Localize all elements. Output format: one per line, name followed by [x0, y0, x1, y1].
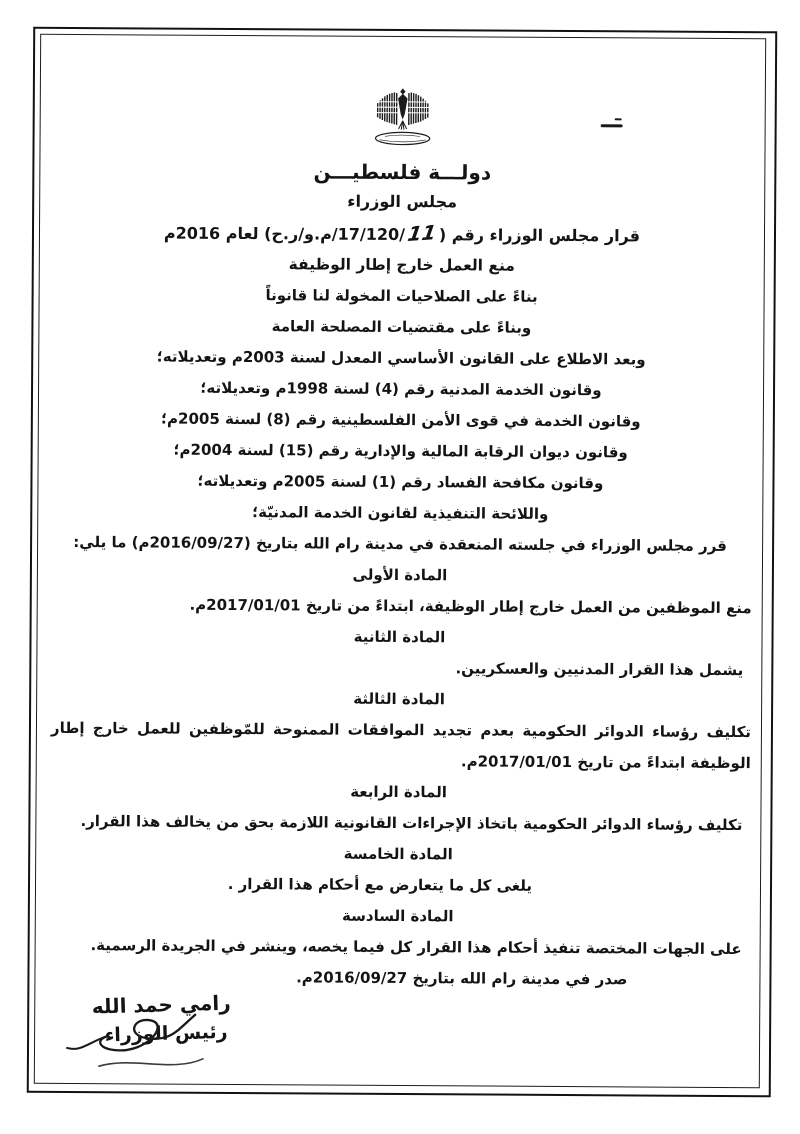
- decision-number-line: [50, 217, 754, 252]
- council-name: مجلس الوزراء: [50, 187, 754, 217]
- article-3-body: تكليف رؤساء الدوائر الحكومية بعدم تجديد الموافقات الممنوحة للمّوظفين للعمل خارج إطار الوظيفة ابتداءً من تاريخ 2017/01/01م.: [47, 713, 751, 779]
- palestine-eagle-emblem-icon: [368, 87, 436, 156]
- signature-title: رئيس الوزراء: [83, 1020, 250, 1047]
- preamble-line-2: وبناءً على مقتضيات المصلحة العامة: [49, 310, 753, 345]
- article-2-body: يشمل هذا القرار المدنيين والعسكريين.: [47, 651, 751, 686]
- preamble-line-3: وبعد الاطلاع على القانون الأساسي المعدل لسنة 2003م وتعديلاته؛: [49, 341, 753, 376]
- issuance-line: صدر في مدينة رام الله بتاريخ 2016/09/27م.: [45, 961, 749, 996]
- article-5-body: يلغى كل ما يتعارض مع أحكام هذا القرار .: [46, 868, 750, 903]
- resolution-intro: قرر مجلس الوزراء في جلسته المنعقدة في مدينة رام الله بتاريخ (2016/09/27م) ما يلي:: [48, 527, 752, 562]
- signature-name: رامي حمد الله: [59, 990, 264, 1020]
- article-4-heading: المادة الرابعة: [46, 775, 750, 810]
- decision-number-suffix: /17/120/م.و/ر.ح) لعام 2016م: [164, 224, 405, 244]
- decision-subject: منع العمل خارج إطار الوظيفة: [50, 248, 754, 283]
- article-2-heading: المادة الثانية: [47, 620, 751, 655]
- state-name: دولـــة فلسطيـــن: [50, 156, 754, 188]
- preamble-line-1: بناءً على الصلاحيات المخولة لنا قانوناً: [50, 279, 754, 314]
- document-body: [45, 28, 755, 996]
- decision-number-prefix: قرار مجلس الوزراء رقم (: [439, 225, 640, 245]
- article-6-body: على الجهات المختصة تنفيذ أحكام هذا القرار كل فيما يخصه، وينشر في الجريدة الرسمية.: [46, 930, 750, 965]
- article-3-heading: المادة الثالثة: [47, 682, 751, 717]
- article-1-heading: المادة الأولى: [48, 558, 752, 593]
- article-6-heading: المادة السادسة: [46, 899, 750, 934]
- preamble-line-8: واللائحة التنفيذية لقانون الخدمة المدنيّة؛: [48, 496, 752, 531]
- preamble-line-4: وقانون الخدمة المدنية رقم (4) لسنة 1998م وتعديلاته؛: [49, 372, 753, 407]
- preamble-line-6: وقانون ديوان الرقابة المالية والإدارية رقم (15) لسنة 2004م؛: [49, 434, 753, 469]
- signature-block: [59, 992, 250, 1085]
- article-4-body: تكليف رؤساء الدوائر الحكومية باتخاذ الإجراءات القانونية اللازمة بحق من يخالف هذا القرار.: [46, 806, 750, 841]
- preamble-line-7: وقانون مكافحة الفساد رقم (1) لسنة 2005م وتعديلاته؛: [48, 465, 752, 500]
- article-1-body: منع الموظفين من العمل خارج إطار الوظيفة، ابتداءً من تاريخ 2017/01/01م.: [48, 589, 752, 624]
- article-5-heading: المادة الخامسة: [46, 837, 750, 872]
- handwritten-decision-number: 11: [403, 222, 440, 244]
- preamble-line-5: وقانون الخدمة في قوى الأمن الفلسطينية رقم (8) لسنة 2005م؛: [49, 403, 753, 438]
